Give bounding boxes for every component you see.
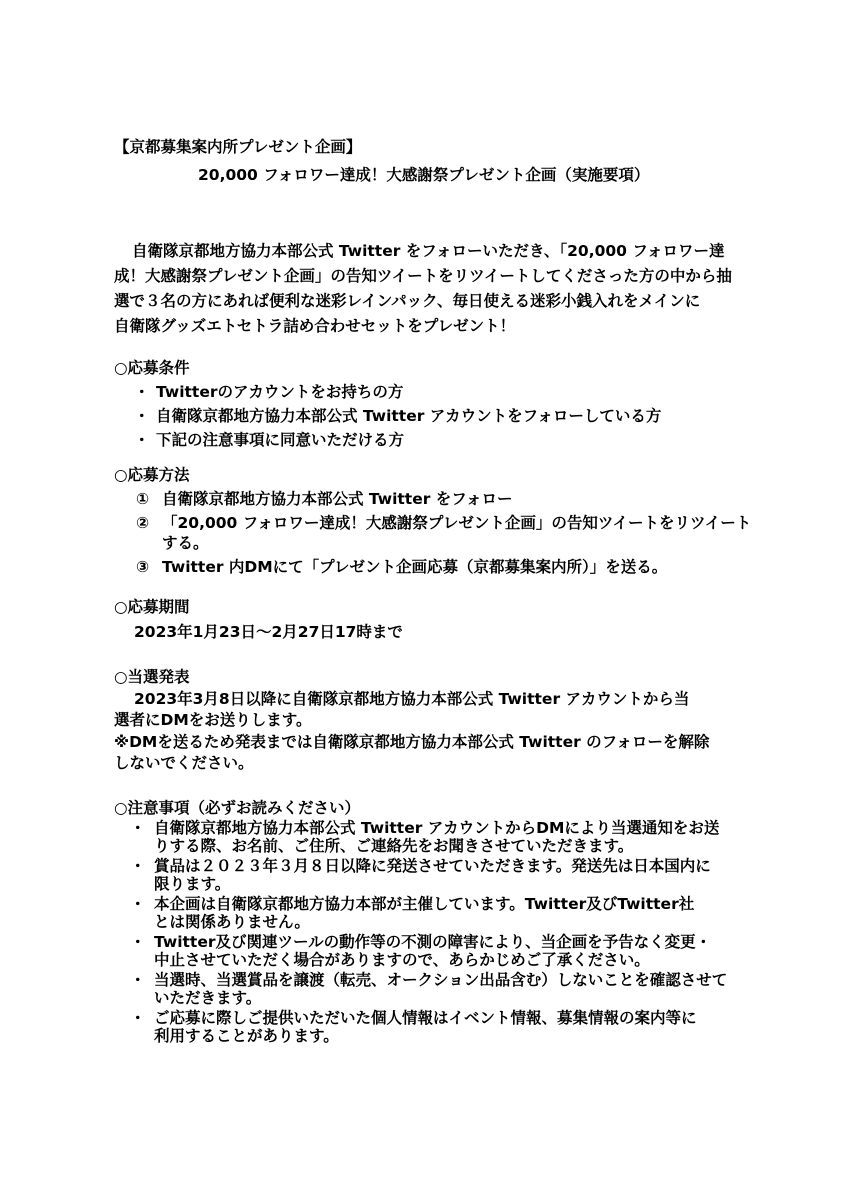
notes-heading: ○注意事項（必ずお読みください） [114, 799, 361, 817]
list-item [114, 430, 734, 450]
list-item [114, 858, 734, 893]
period-section [114, 597, 734, 642]
note-text: 本企画は自衛隊京都地方協力本部が主催しています。Twitter及びTwitter社 [154, 895, 695, 913]
note-text: 利用することがあります。 [154, 1026, 339, 1045]
announcement-line: 選者にDMをお送りします。 [114, 711, 312, 729]
note-text: 限ります。 [154, 874, 231, 893]
announcement-heading: ○当選発表 [114, 668, 190, 686]
intro-line: 成！大感謝祭プレゼント企画」の告知ツイートをリツイートしてくださった方の中から抽 [114, 267, 732, 285]
announcement-note: ※DMを送るため発表までは自衛隊京都地方協力本部公式 Twitter のフォローを解除 [114, 733, 710, 751]
bullet-mark: ・ [134, 407, 150, 425]
period-text: 2023年1月23日～2月27日17時まで [134, 623, 403, 641]
list-item [114, 820, 734, 855]
list-item [114, 557, 734, 577]
notes-section [114, 798, 734, 1048]
step-text: 自衛隊京都地方協力本部公式 Twitter をフォロー [162, 490, 513, 508]
intro-line: 選で３名の方にあれば便利な迷彩レインパック、毎日使える迷彩小銭入れをメインに [114, 292, 701, 310]
intro-paragraph [114, 239, 732, 339]
note-text: 賞品は２０２３年３月８日以降に発送させていただきます。発送先は日本国内に [154, 857, 711, 875]
note-text: Twitter及び関連ツールの動作等の不測の障害により、当企画を予告なく変更・ [154, 933, 712, 951]
method-heading: ○応募方法 [114, 466, 190, 484]
step-number: ② [136, 514, 150, 532]
bullet-mark: ・ [134, 431, 150, 449]
method-section [114, 465, 752, 577]
intro-line: 自衛隊京都地方協力本部公式 Twitter をフォローいただき、「20,000 フォロワー達 [132, 242, 725, 260]
list-item [114, 934, 734, 969]
condition-text: 自衛隊京都地方協力本部公式 Twitter アカウントをフォローしている方 [156, 407, 662, 425]
step-text: 「20,000 フォロワー達成！大感謝祭プレゼント企画」の告知ツイートをリツイート [162, 514, 752, 532]
note-text: 中止させていただく場合がありますので、あらかじめご了承ください。 [154, 950, 650, 969]
bullet-mark: ・ [130, 971, 146, 989]
note-text: とは関係ありません。 [154, 912, 310, 931]
list-item [114, 489, 734, 509]
note-text: りする際、お名前、ご住所、ご連絡先をお聞きさせていただきます。 [154, 836, 634, 855]
bullet-mark: ・ [130, 933, 146, 951]
note-text: いただきます。 [154, 988, 262, 1007]
bullet-mark: ・ [130, 857, 146, 875]
announcement-section [114, 667, 734, 773]
list-item [114, 382, 734, 402]
bullet-mark: ・ [130, 819, 146, 837]
step-number: ① [136, 490, 150, 508]
list-item [114, 406, 734, 426]
conditions-list [114, 382, 734, 450]
method-steps [114, 489, 752, 577]
step-text: する。 [162, 534, 209, 552]
note-text: 当選時、当選賞品を譲渡（転売、オークション出品含む）しないことを確認させて [154, 971, 728, 989]
intro-line: 自衛隊グッズエトセトラ詰め合わせセットをプレゼント！ [114, 317, 516, 335]
note-text: ご応募に際しご提供いただいた個人情報はイベント情報、募集情報の案内等に [154, 1009, 697, 1027]
condition-text: Twitterのアカウントをお持ちの方 [156, 383, 404, 401]
conditions-heading: ○応募条件 [114, 359, 190, 377]
announcement-note: しないでください。 [114, 754, 254, 772]
period-heading: ○応募期間 [114, 598, 190, 616]
list-item [114, 1010, 734, 1045]
document-title: 20,000 フォロワー達成！大感謝祭プレゼント企画（実施要項） [198, 166, 650, 184]
notes-list [114, 820, 734, 1045]
condition-text: 下記の注意事項に同意いただける方 [156, 431, 405, 449]
note-text: 自衛隊京都地方協力本部公式 Twitter アカウントからDMにより当選通知をお送 [154, 819, 720, 837]
list-item [114, 513, 752, 553]
conditions-section [114, 358, 734, 450]
bullet-mark: ・ [134, 383, 150, 401]
campaign-tag: 【京都募集案内所プレゼント企画】 [114, 138, 362, 156]
bullet-mark: ・ [130, 1009, 146, 1027]
bullet-mark: ・ [130, 895, 146, 913]
step-number: ③ [136, 558, 150, 576]
list-item [114, 972, 734, 1007]
step-text: Twitter 内DMにて「プレゼント企画応募（京都募集案内所）」を送る。 [162, 558, 668, 576]
list-item [114, 896, 734, 931]
announcement-line: 2023年3月8日以降に自衛隊京都地方協力本部公式 Twitter アカウントから当 [134, 690, 690, 708]
